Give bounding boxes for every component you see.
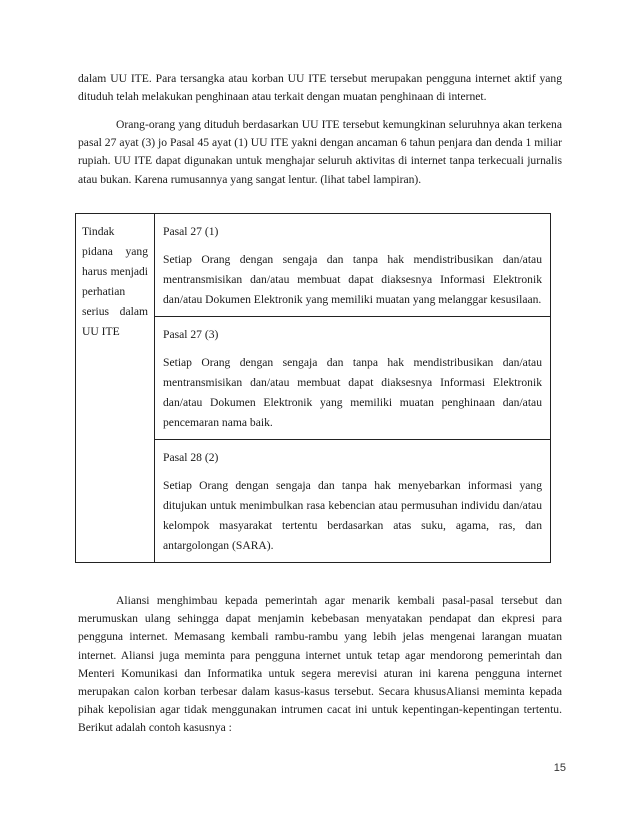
accused-paragraph: Orang-orang yang dituduh berdasarkan UU ITE tersebut kemungkinan seluruhnya akan terkena pasal 27 ayat (3) jo Pasal 45 ayat (1) UU ITE yakni dengan ancaman 6 tahun penjara dan denda 1 miliar rupiah. UU ITE dapat digunakan untuk menghajar seluruh aktivitas di internet tanpa terkecuali jurnalis atau bukan. Karena rumusannya yang sangat lentur. (lihat tabel lampiran). [78, 118, 562, 186]
intro-paragraph: dalam UU ITE. Para tersangka atau korban UU ITE tersebut merupakan pengguna internet aktif yang dituduh telah melakukan penghinaan atau terkait dengan muatan penghinaan di internet. [78, 72, 562, 104]
article-title: Pasal 27 (1) [163, 225, 219, 238]
article-cell-27-3 [155, 317, 551, 440]
law-articles-table [75, 213, 551, 563]
article-cell-28-2 [155, 440, 551, 563]
article-text: Setiap Orang dengan sengaja dan tanpa hak menyebarkan informasi yang ditujukan untuk menimbulkan rasa kebencian atau permusuhan individu dan/atau kelompok masyarakat tertentu berdasarkan atas suku, agama, ras, dan antargolongan (SARA). [163, 479, 542, 552]
table-row [76, 214, 551, 317]
page-number: 15 [553, 762, 566, 774]
alliance-paragraph: Aliansi menghimbau kepada pemerintah agar menarik kembali pasal-pasal tersebut dan merumuskan ulang sehingga dapat menjamin kebebasan menyatakan pendapat dan ekpresi para pengguna internet. Memasang kembali rambu-rambu yang lebih jelas mengenai larangan muatan internet. Aliansi juga meminta para pengguna internet untuk tetap agar mendorong pemerintah dan Menteri Komunikasi dan Informatika untuk segera merevisi aturan ini karena pengguna internet merupakan calon korban terbesar dalam kasus-kasus tersebut. Secara khususAliansi meminta kepada pihak kepolisian agar tidak menggunakan intrumen cacat ini untuk kepentingan-kepentingan tertentu. Berikut adalah contoh kasusnya : [78, 594, 562, 735]
offense-label-cell: Tindak pidana yang harus menjadi perhatian serius dalam UU ITE [76, 214, 155, 563]
article-cell-27-1 [155, 214, 551, 317]
article-title: Pasal 28 (2) [163, 451, 219, 464]
article-text: Setiap Orang dengan sengaja dan tanpa hak mendistribusikan dan/atau mentransmisikan dan/atau membuat dapat diaksesnya Informasi Elektronik dan/atau Dokumen Elektronik yang memiliki muatan yang melanggar kesusilaan. [163, 253, 542, 306]
article-text: Setiap Orang dengan sengaja dan tanpa hak mendistribusikan dan/atau mentransmisikan dan/atau membuat dapat diaksesnya Informasi Elektronik dan/atau Dokumen Elektronik yang memiliki muatan penghinaan dan/atau pencemaran nama baik. [163, 356, 542, 429]
article-title: Pasal 27 (3) [163, 328, 219, 341]
